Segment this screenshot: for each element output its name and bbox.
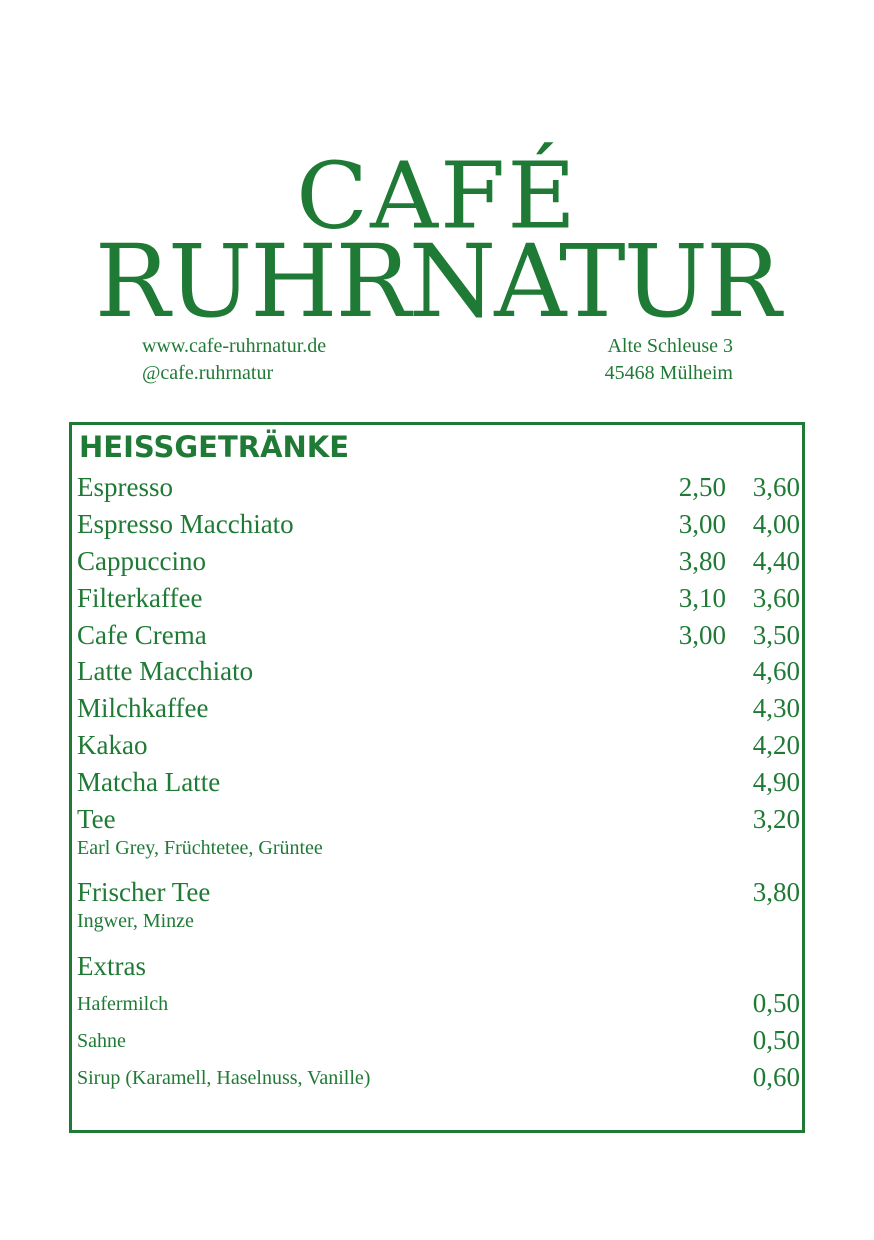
item-name: Cappuccino — [77, 546, 206, 576]
website-link[interactable]: www.cafe-ruhrnatur.de — [142, 335, 327, 357]
item-name: Cafe Crema — [77, 620, 207, 650]
menu-item — [77, 767, 802, 803]
instagram-handle[interactable]: @cafe.ruhrnatur — [142, 362, 274, 384]
menu-panel — [69, 422, 805, 1133]
price-small: 2,50 — [678, 472, 726, 502]
section-title: HEISSGETRÄNKE — [79, 430, 350, 464]
extras-heading — [77, 951, 802, 987]
item-name: Milchkaffee — [77, 693, 209, 723]
item-name: Latte Macchiato — [77, 656, 254, 686]
contact-online — [142, 333, 326, 387]
menu-item — [77, 656, 802, 692]
item-name: Matcha Latte — [77, 767, 221, 797]
price-small: 3,80 — [678, 546, 726, 576]
extra-name: Sirup (Karamell, Haselnuss, Vanille) — [77, 1067, 371, 1089]
menu-item — [77, 877, 802, 937]
price-large: 3,80 — [752, 877, 800, 907]
price-large: 4,60 — [752, 656, 800, 686]
brand-title-line1: CAFÉ — [296, 143, 578, 250]
extra-name: Hafermilch — [77, 993, 169, 1015]
price-large: 3,60 — [752, 472, 800, 502]
price-large: 3,50 — [752, 620, 800, 650]
price-small: 3,10 — [678, 583, 726, 613]
item-note: Ingwer, Minze — [77, 910, 194, 932]
contact-address — [605, 333, 733, 387]
extra-price: 0,50 — [752, 988, 800, 1018]
price-large: 4,20 — [752, 730, 800, 760]
item-name: Tee — [77, 804, 116, 834]
price-small: 3,00 — [678, 509, 726, 539]
item-name: Frischer Tee — [77, 877, 211, 907]
menu-item — [77, 509, 802, 545]
extra-price: 0,50 — [752, 1025, 800, 1055]
price-large: 4,30 — [752, 693, 800, 723]
item-name: Kakao — [77, 730, 148, 760]
menu-item — [77, 620, 802, 656]
menu-item — [77, 730, 802, 766]
menu-item — [77, 472, 802, 508]
brand-title-line2: RUHRNATUR — [94, 223, 780, 340]
menu-item — [77, 804, 802, 864]
price-large: 4,40 — [752, 546, 800, 576]
item-note: Earl Grey, Früchtetee, Grüntee — [77, 837, 323, 859]
extra-price: 0,60 — [752, 1062, 800, 1092]
menu-item — [77, 583, 802, 619]
extra-item — [77, 1062, 802, 1098]
price-large: 3,60 — [752, 583, 800, 613]
price-small: 3,00 — [678, 620, 726, 650]
price-large: 4,00 — [752, 509, 800, 539]
extras-title: Extras — [77, 951, 146, 981]
item-name: Filterkaffee — [77, 583, 203, 613]
item-name: Espresso Macchiato — [77, 509, 294, 539]
menu-item — [77, 693, 802, 729]
extra-item — [77, 1025, 802, 1061]
price-large: 3,20 — [752, 804, 800, 834]
extra-name: Sahne — [77, 1030, 126, 1052]
price-large: 4,90 — [752, 767, 800, 797]
extra-item — [77, 988, 802, 1024]
menu-item — [77, 546, 802, 582]
address-street: Alte Schleuse 3 — [607, 335, 733, 357]
address-city: 45468 Mülheim — [604, 362, 733, 384]
item-name: Espresso — [77, 472, 173, 502]
